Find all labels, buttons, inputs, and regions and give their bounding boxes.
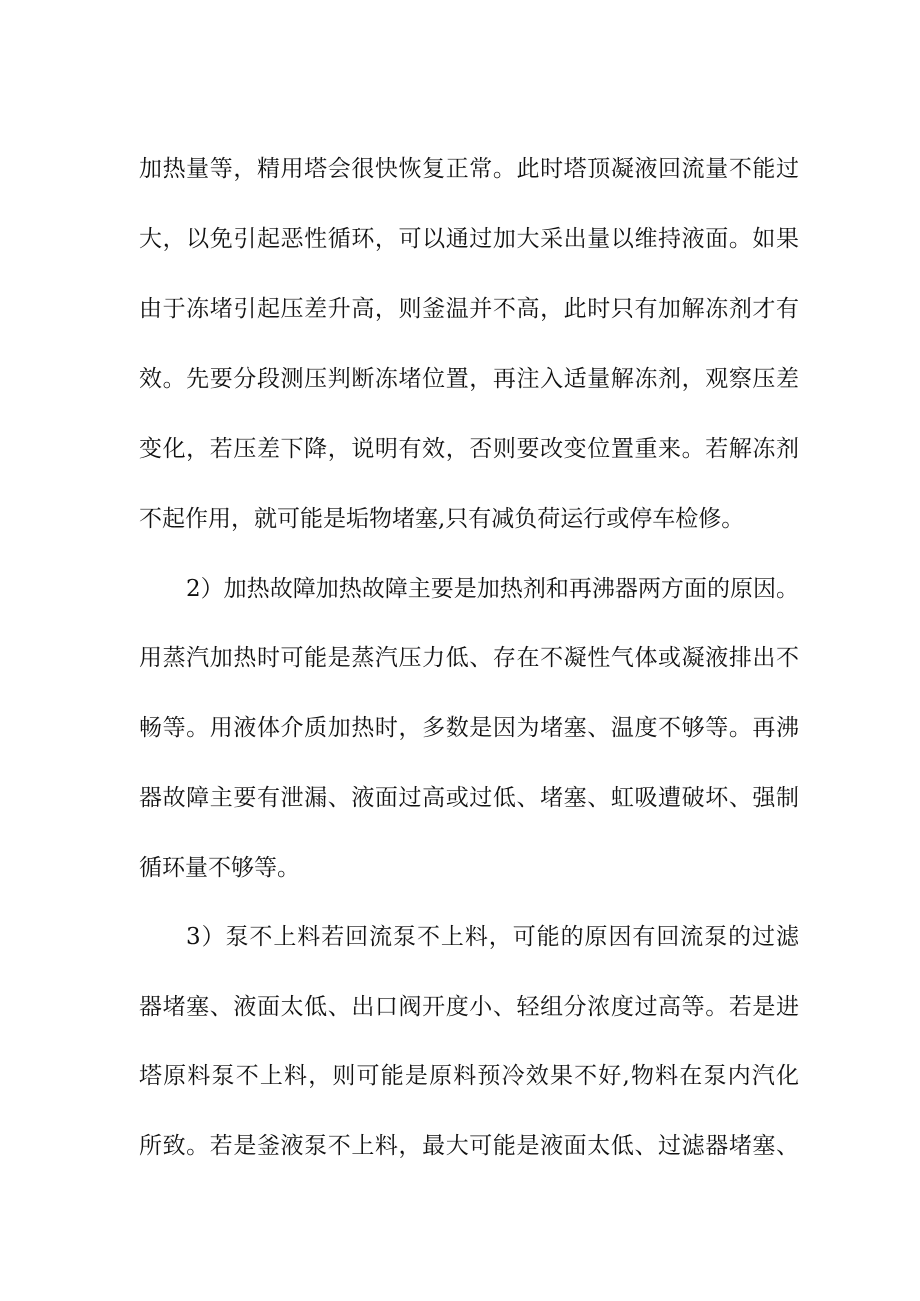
paragraph-3-line-4: 所致。若是釜液泵不上料，最大可能是液面太低、过滤器堵塞、 (139, 1133, 799, 1159)
paragraph-1-line-2: 大，以免引起恶性循环，可以通过加大采出量以维持液面。如果 (139, 226, 799, 252)
paragraph-1-line-6: 不起作用，就可能是垢物堵塞,只有减负荷运行或停车检修。 (139, 506, 745, 532)
paragraph-3-line-3: 塔原料泵不上料，则可能是原料预冷效果不好,物料在泵内汽化 (139, 1063, 799, 1089)
paragraph-3-line-1: 3）泵不上料若回流泵不上料，可能的原因有回流泵的过滤 (186, 924, 799, 950)
paragraph-1-line-1: 加热量等，精用塔会很快恢复正常。此时塔顶凝液回流量不能过 (139, 156, 799, 182)
paragraph-1-line-4: 效。先要分段测压判断冻堵位置，再注入适量解冻剂，观察压差 (139, 366, 799, 392)
paragraph-2-line-3: 畅等。用液体介质加热时，多数是因为堵塞、温度不够等。再沸 (139, 715, 799, 741)
paragraph-3-line-2: 器堵塞、液面太低、出口阀开度小、轻组分浓度过高等。若是进 (139, 994, 799, 1020)
paragraph-2-line-1: 2）加热故障加热故障主要是加热剂和再沸器两方面的原因。 (186, 576, 799, 602)
paragraph-1-line-3: 由于冻堵引起压差升高，则釜温并不高，此时只有加解冻剂才有 (139, 296, 799, 322)
paragraph-1-line-5: 变化，若压差下降，说明有效，否则要改变位置重来。若解冻剂 (139, 436, 799, 462)
paragraph-2-line-4: 器故障主要有泄漏、液面过高或过低、堵塞、虹吸遭破坏、强制 (139, 785, 799, 811)
paragraph-2-line-5: 循环量不够等。 (139, 855, 300, 881)
paragraph-2-line-2: 用蒸汽加热时可能是蒸汽压力低、存在不凝性气体或凝液排出不 (139, 645, 799, 671)
